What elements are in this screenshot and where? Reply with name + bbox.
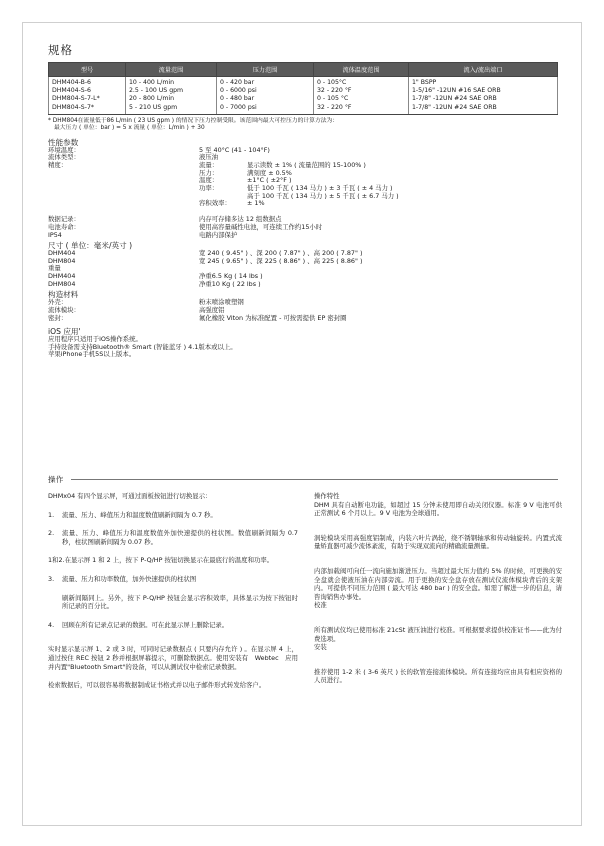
list-item	[48, 621, 298, 630]
list-text: 回顾在所有记录点记录的数据。可在此显示屏上删除记录。	[62, 620, 229, 629]
material-row	[48, 299, 558, 307]
dimensions-section	[48, 242, 558, 288]
list-number: 1.	[48, 510, 55, 519]
precision-list	[199, 162, 558, 208]
material-label: 密封：	[48, 313, 68, 322]
precision-row	[48, 162, 558, 208]
precision-key: 流量：	[199, 160, 219, 169]
list-item	[48, 575, 298, 584]
table-cell: 0 - 420 bar	[217, 77, 314, 88]
footnote-line: * DHM804在流量低于86 L/min ( 23 US gpm ) 的情况下压力控制受限。该范围内最大可控压力的计算方法为：	[48, 117, 339, 124]
calibration-paragraph: 所有测试仪均已使用标准 21cSt 液压油进行校准。可根据要求提供校准证书——此为付费选项。	[314, 625, 562, 643]
fluid-type-value: 液压油	[199, 153, 219, 162]
table-cell: 1-7/8" -12UN #24 SAE ORB	[409, 104, 558, 115]
list-item	[48, 511, 298, 520]
footnote-formula: 最大压力 ( 单位：bar ) = 5 x 流量 ( 单位：L/min ) + 30	[54, 125, 205, 132]
list-item	[48, 556, 298, 565]
install-paragraph: 推荐使用 1-2 米 ( 3-6 英尺 ) 长的软管连接流体模块。所有连接均应由具有相应资格的人员进行。	[314, 667, 562, 685]
table-cell: 0 - 480 bar	[217, 95, 314, 103]
table-cell: 10 - 400 L/min	[126, 77, 217, 88]
header-ports: 流入/流出端口	[409, 63, 558, 77]
spec-table	[48, 62, 558, 115]
dimension-row	[48, 258, 558, 266]
table-cell: 2.5 - 100 US gpm	[126, 87, 217, 95]
precision-value: 低于 100 千瓦 ( 134 马力 ) ± 3 千瓦 ( ± 4 马力 )	[247, 184, 393, 193]
precision-value: 显示读数 ± 1% ( 流量范围的 15-100% )	[247, 160, 366, 169]
misc-label: IP54	[48, 230, 62, 239]
table-footnote	[48, 118, 558, 133]
table-row	[49, 104, 558, 115]
precision-key: 压力：	[199, 168, 219, 177]
table-cell: 0 - 105 °C	[314, 95, 409, 103]
materials-section	[48, 291, 558, 322]
misc-row	[48, 224, 558, 232]
material-label: 流体模块：	[48, 305, 80, 314]
ios-section	[48, 328, 558, 359]
table-cell: 0 - 7000 psi	[217, 104, 314, 115]
table-cell: 1" BSPP	[409, 77, 558, 88]
list-number: 4.	[48, 620, 55, 629]
weight-row	[48, 273, 558, 281]
features-title: 操作特性	[314, 492, 340, 500]
env-temp-value: 5 至 40°C (41 - 104°F)	[199, 145, 270, 154]
misc-label: 数据记录：	[48, 215, 80, 224]
list-item-detail: 刷新间隔同上。另外，按下 P-Q/HP 按钮会显示容积效率，具体显示为按下按钮时所记录的百分比。	[62, 593, 298, 611]
table-cell: 0 - 6000 psi	[217, 87, 314, 95]
table-cell: 0 - 105°C	[314, 77, 409, 88]
weight-label: 重量	[48, 264, 61, 273]
material-row	[48, 315, 558, 323]
precision-value: ± 1%	[247, 199, 265, 208]
list-text: 流量、压力和功率数值，加外快速提供的柱状图	[62, 574, 197, 583]
env-temp-label: 环境温度：	[48, 145, 80, 154]
features-paragraph: DHM 具有自动断电功能，如超过 15 分钟未使用即自动关闭仪器。标准 9 V 电池可供正常测试 6 个月以上。9 V 电池为全球通用。	[314, 500, 562, 518]
weight-model: DHM804	[48, 279, 76, 288]
table-cell: 1-5/16" -12UN #16 SAE ORB	[409, 87, 558, 95]
table-cell: 32 - 220 °F	[314, 87, 409, 95]
realtime-paragraph: 实时显示显示屏 1、2 或 3 时，可同时记录数据点 ( 只要内存允许 ) 。在显示屏 4 上，通过按住 REC 按钮 2 秒并根据屏幕提示，可删除数据点。使用安装有 Webtec 应用并内置"Bluetooth Smart"的设备，可以从测试仪中检索记录数据。	[48, 645, 298, 671]
misc-section	[48, 216, 558, 239]
header-flow: 流量范围	[126, 63, 217, 77]
dimensions-title: 尺寸 ( 单位：毫米/英寸 )	[48, 241, 133, 251]
weight-value: 净重6.5 Kg ( 14 lbs )	[199, 272, 263, 281]
list-number: 3.	[48, 574, 55, 583]
material-value: 粉末喷涂喷塑钢	[199, 298, 244, 307]
table-cell: 20 - 800 L/min	[126, 95, 217, 103]
table-cell: 1-7/8" -12UN #24 SAE ORB	[409, 95, 558, 103]
table-cell: DHM404-B-6	[49, 77, 126, 88]
misc-value: 电路内部保护	[199, 230, 238, 239]
list-text: 在显示屏 1 和 2 上，按下 P-Q/HP 按钮切换显示在最底行的温度和功率。	[64, 556, 274, 565]
table-header-row	[49, 63, 558, 77]
weight-value: 净重10 Kg ( 22 lbs )	[199, 279, 261, 288]
table-row	[49, 77, 558, 88]
turbine-paragraph: 涡轮模块采用高强度铝制成，内装六叶片涡轮，绕不锈钢轴承和传动轴旋转。内置式流量矫直器可减少流体紊流，有助于实现双流向的精确流量测量。	[314, 533, 562, 551]
calibration-title: 校准	[314, 601, 327, 610]
list-item	[48, 529, 298, 546]
env-temp-row	[48, 147, 558, 155]
install-title: 安装	[314, 643, 327, 652]
fluid-type-label: 流体类型：	[48, 153, 80, 162]
table-row	[49, 95, 558, 103]
misc-row	[48, 232, 558, 240]
ios-line: 应用程序只适用于iOS操作系统。	[48, 334, 142, 343]
header-temperature: 流体温度范围	[314, 63, 409, 77]
operation-intro: DHMx04 有四个显示屏，可通过面板按钮进行切换显示：	[48, 492, 212, 500]
precision-value: ±1°C ( ±2°F )	[247, 176, 292, 185]
misc-label: 电池寿命：	[48, 222, 80, 231]
material-value: 氟化橡胶 Viton 为标准配置 - 可按需提供 EP 密封圈	[199, 313, 347, 322]
ios-line: 苹果iPhone手机5S以上版本。	[48, 350, 136, 359]
misc-value: 内存可存储多达 12 组数据点	[199, 215, 282, 224]
table-cell: DHM404-S-6	[49, 87, 126, 95]
dimension-model: DHM804	[48, 256, 76, 265]
header-pressure: 压力范围	[217, 63, 314, 77]
weight-row	[48, 281, 558, 289]
dimension-value: 宽 240 ( 9.45" ) 、深 200 ( 7.87" ) 、高 200 ( 7.87" )	[199, 248, 363, 257]
precision-item	[199, 200, 558, 208]
performance-title: 性能参数	[48, 137, 79, 147]
safety-paragraph: 内部加载阀可向任一流向施加渐进压力。当超过最大压力值约 5% 的时候，可更换的安全盘就会使液压油在内部旁流。用于更换的安全盘存放在测试仪流体模块背后的支架内。可提供不同压力范围 ( 最大可达 480 bar ) 的安全盘。如需了解进一步的信息，请咨询销售办事处。	[314, 566, 562, 601]
dimension-model: DHM404	[48, 248, 76, 257]
list-number: 1和2.	[48, 556, 65, 565]
table-cell: DHM804-S-7*	[49, 104, 126, 115]
table-row	[49, 87, 558, 95]
precision-label: 精度：	[48, 160, 68, 169]
header-model: 型号	[49, 63, 126, 77]
list-number: 2.	[48, 529, 55, 538]
operation-left-column	[48, 492, 298, 700]
dimension-value: 宽 245 ( 9.65" ) 、深 225 ( 8.86" ) 、高 225 ( 8.86" )	[199, 256, 363, 265]
export-paragraph: 检索数据后，可以很容易将数据制成证书格式并以电子邮件形式转发给客户。	[48, 681, 266, 690]
page-title: 规格	[48, 43, 73, 57]
table-cell: DHM804-S-7-L*	[49, 95, 126, 103]
operation-title: 操作	[48, 475, 64, 484]
section-divider	[71, 479, 558, 480]
operation-header	[48, 474, 558, 485]
precision-value: 满刻度 ± 0.5%	[247, 168, 292, 177]
precision-key: 温度：	[199, 176, 219, 185]
table-cell: 5 - 210 US gpm	[126, 104, 217, 115]
precision-value: 高于 100 千瓦 ( 134 马力 ) ± 5 千瓦 ( ± 6.7 马力 )	[247, 191, 399, 200]
material-value: 高强度铝	[199, 305, 225, 314]
operation-right-column	[314, 492, 562, 695]
list-text: 流量、压力、峰值压力和温度数值外加快速提供的柱状图。数值刷新间隔为 0.7 秒，柱状图刷新间隔为 0.07 秒。	[62, 529, 298, 546]
weight-model: DHM404	[48, 272, 76, 281]
performance-section	[48, 139, 558, 208]
ios-title: iOS 应用'	[48, 327, 81, 337]
spec-section	[48, 42, 558, 359]
ios-line: 手持设备需支持Bluetooth® Smart (智能蓝牙 ) 4.1版本或以上。	[48, 342, 237, 351]
material-label: 外壳：	[48, 298, 68, 307]
materials-title: 构造材料	[48, 290, 79, 300]
list-text: 流量、压力、峰值压力和温度数值刷新间隔为 0.7 秒。	[62, 510, 217, 519]
precision-key: 功率：	[199, 184, 219, 193]
precision-key: 容积效率：	[199, 199, 231, 208]
table-cell: 32 - 220 °F	[314, 104, 409, 115]
misc-value: 使用高容量碱性电池，可连续工作约15小时	[199, 222, 323, 231]
